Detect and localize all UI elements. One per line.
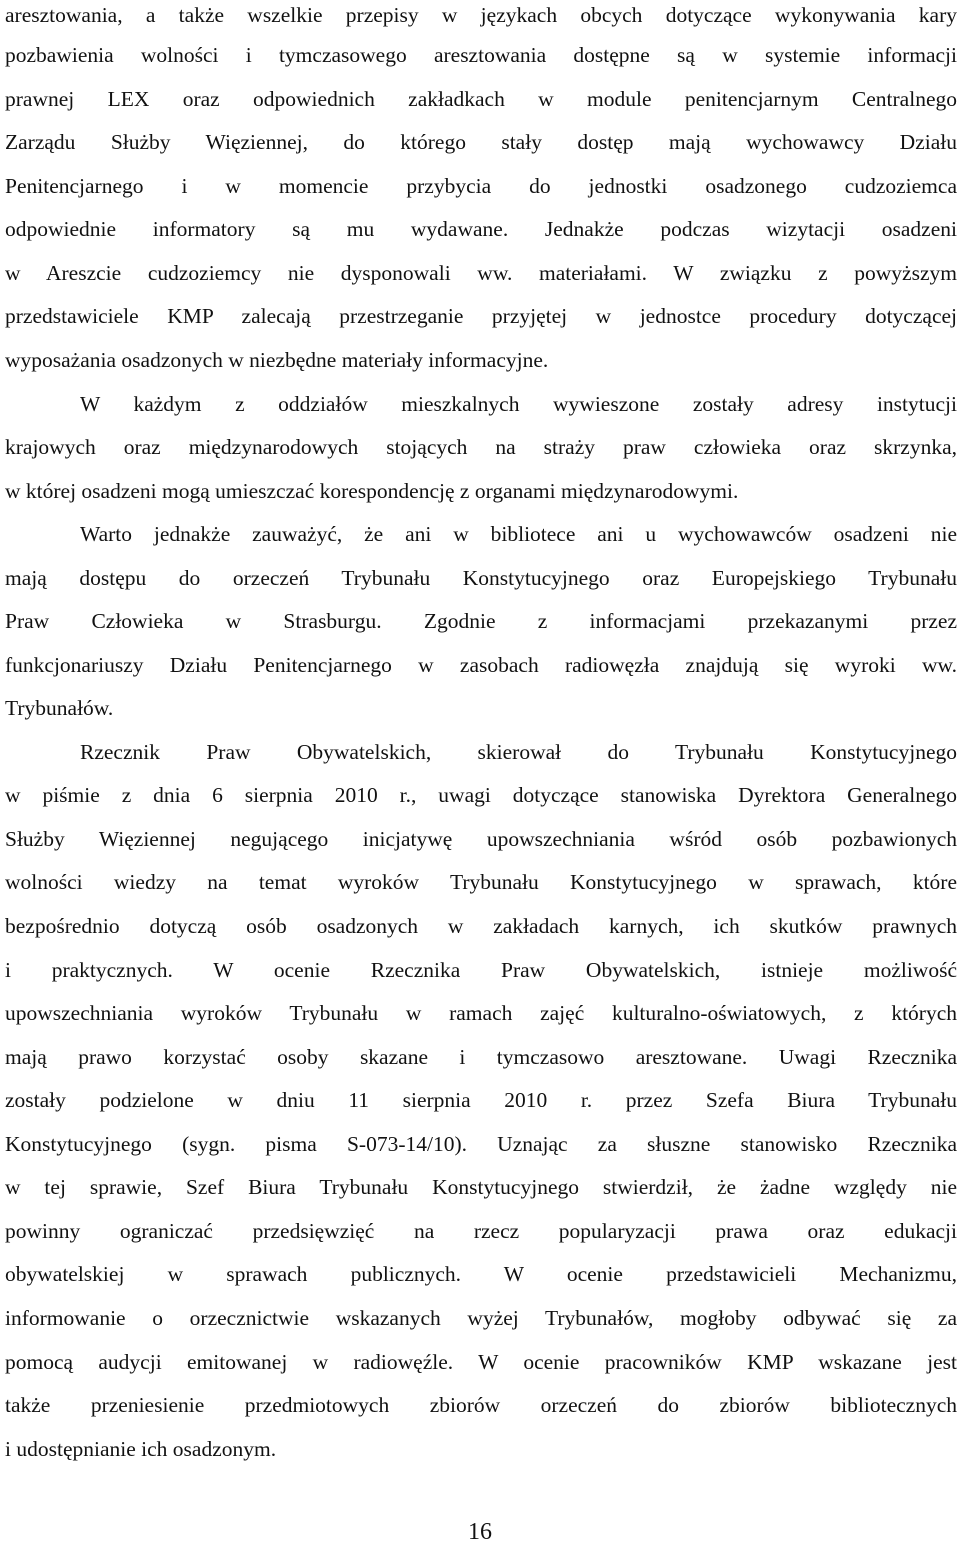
text-line: także przeniesienie przedmiotowych zbiorów orzeczeń do zbiorów bibliotecznych [5, 1393, 957, 1417]
text-line: w tej sprawie, Szef Biura Trybunału Konstytucyjnego stwierdził, że żadne względy nie [5, 1175, 957, 1199]
text-line: prawnej LEX oraz odpowiednich zakładkach w module penitencjarnym Centralnego [5, 87, 957, 111]
text-line: funkcjonariuszy Działu Penitencjarnego w zasobach radiowęzła znajdują się wyroki ww. [5, 653, 957, 677]
text-line: odpowiednie informatory są mu wydawane. Jednakże podczas wizytacji osadzeni [5, 217, 957, 241]
page-number: 16 [468, 1519, 492, 1545]
text-line: krajowych oraz międzynarodowych stojących na straży praw człowieka oraz skrzynka, [5, 435, 957, 459]
text-line: Konstytucyjnego (sygn. pisma S-073-14/10). Uznając za słuszne stanowisko Rzecznika [5, 1132, 957, 1156]
text-line: wyposażania osadzonych w niezbędne materiały informacyjne. [5, 348, 549, 372]
text-line: Trybunałów. [5, 696, 114, 720]
text-line: i udostępnianie ich osadzonym. [5, 1437, 277, 1461]
text-line: mają prawo korzystać osoby skazane i tymczasowo aresztowane. Uwagi Rzecznika [5, 1045, 957, 1069]
text-line: w piśmie z dnia 6 sierpnia 2010 r., uwagi dotyczące stanowiska Dyrektora Generalnego [5, 783, 957, 807]
text-line: pozbawienia wolności i tymczasowego aresztowania dostępne są w systemie informacji [5, 43, 957, 67]
text-line: Służby Więziennej negującego inicjatywę upowszechniania wśród osób pozbawionych [5, 827, 957, 851]
text-line: informowanie o orzecznictwie wskazanych wyżej Trybunałów, mogłoby odbywać się za [5, 1306, 957, 1330]
text-line: zostały podzielone w dniu 11 sierpnia 2010 r. przez Szefa Biura Trybunału [5, 1088, 957, 1112]
text-line: powinny ograniczać przedsięwzięć na rzecz popularyzacji prawa oraz edukacji [5, 1219, 957, 1243]
paragraph-first-line: Rzecznik Praw Obywatelskich, skierował do Trybunału Konstytucyjnego [80, 740, 957, 764]
text-line: bezpośrednio dotyczą osób osadzonych w zakładach karnych, ich skutków prawnych [5, 914, 957, 938]
text-line: obywatelskiej w sprawach publicznych. W ocenie przedstawicieli Mechanizmu, [5, 1262, 957, 1286]
text-line: Praw Człowieka w Strasburgu. Zgodnie z informacjami przekazanymi przez [5, 609, 957, 633]
text-line: mają dostępu do orzeczeń Trybunału Konstytucyjnego oraz Europejskiego Trybunału [5, 566, 957, 590]
text-line: i praktycznych. W ocenie Rzecznika Praw Obywatelskich, istnieje możliwość [5, 958, 957, 982]
text-line: w Areszcie cudzoziemcy nie dysponowali ww. materiałami. W związku z powyższym [5, 261, 957, 285]
text-line: upowszechniania wyroków Trybunału w ramach zajęć kulturalno-oświatowych, z których [5, 1001, 957, 1025]
text-line: przedstawiciele KMP zalecają przestrzeganie przyjętej w jednostce procedury dotyczącej [5, 304, 957, 328]
paragraph-first-line: Warto jednakże zauważyć, że ani w bibliotece ani u wychowawców osadzeni nie [80, 522, 957, 546]
text-line: Zarządu Służby Więziennej, do którego stały dostęp mają wychowawcy Działu [5, 130, 957, 154]
paragraph-first-line: W każdym z oddziałów mieszkalnych wywieszone zostały adresy instytucji [80, 392, 957, 416]
text-line: Penitencjarnego i w momencie przybycia do jednostki osadzonego cudzoziemca [5, 174, 957, 198]
text-line: aresztowania, a także wszelkie przepisy w językach obcych dotyczące wykonywania kary [5, 3, 957, 27]
text-line: pomocą audycji emitowanej w radiowęźle. W ocenie pracowników KMP wskazane jest [5, 1350, 957, 1374]
text-line: wolności wiedzy na temat wyroków Trybunału Konstytucyjnego w sprawach, które [5, 870, 957, 894]
text-line: w której osadzeni mogą umieszczać korespondencję z organami międzynarodowymi. [5, 479, 739, 503]
